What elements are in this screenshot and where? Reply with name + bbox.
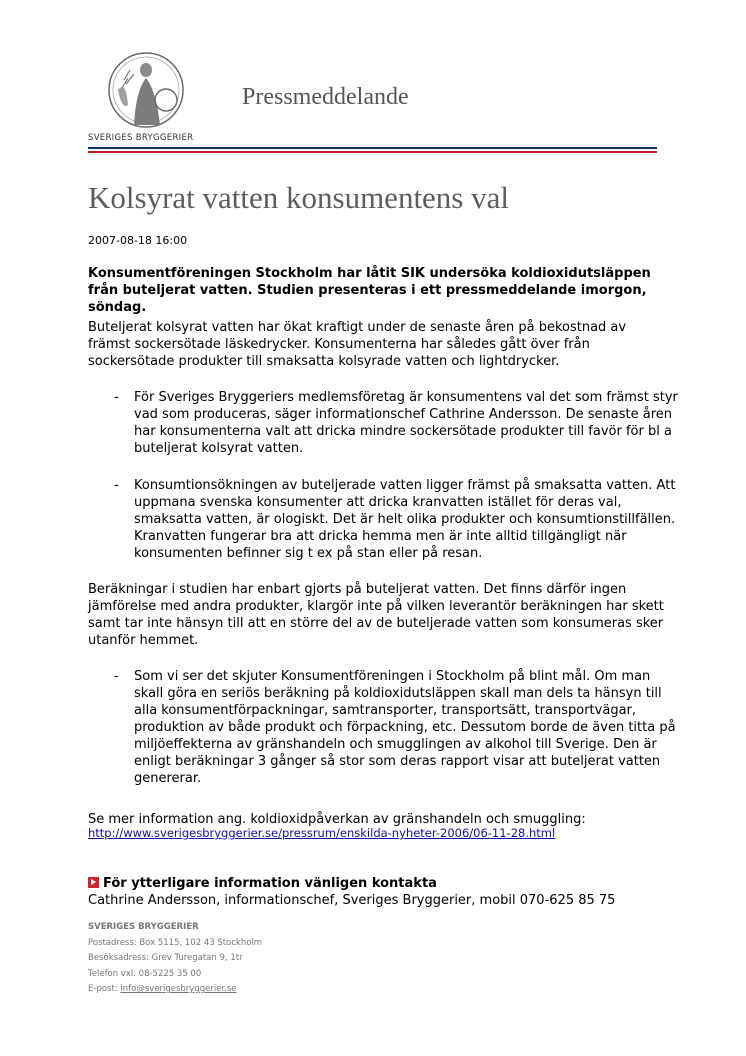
bullet-text-2: Konsumtionsökningen av buteljerade vatten ligger främst på smaksatta vatten. Att uppmana svenska konsumenter att dricka kranvatten istället för deras val, smaksatta vatten, är ologiskt. Det är helt olika produkter och konsumtionstillfällen. Kranvatten fungerar bra att dricka hemma men är inte alltid tillgängligt när konsumenten befinner sig t ex på stan eller på resan. — [134, 478, 676, 561]
article-title: Kolsyrat vatten konsumentens val — [88, 180, 509, 215]
footer-email-label: E-post: — [88, 984, 118, 994]
contact-person: Cathrine Andersson, informationschef, Sveriges Bryggerier, mobil 070-625 85 75 — [88, 893, 616, 908]
lead-paragraph: Konsumentföreningen Stockholm har låtit SIK undersöka koldioxidutsläppen från buteljerat vatten. Studien presenteras i ett pressmeddelande imorgon, söndag. — [88, 266, 651, 315]
article-date: 2007-08-18 16:00 — [88, 234, 188, 247]
header-rule-navy — [88, 147, 657, 149]
footer-org-name: SVERIGES BRYGGERIER — [88, 922, 199, 932]
document-type-label: Pressmeddelande — [242, 84, 409, 110]
footer-address — [88, 920, 262, 998]
bullet-marker: - — [114, 478, 119, 493]
bullet-text-3: Som vi ser det skjuter Konsumentföreningen i Stockholm på blint mål. Om man skall göra en seriös beräkning på koldioxidutsläppen skall man dels ta hänsyn till alla konsumentförpackningar, samtransporter, transportsätt, transportvägar, produktion av både produkt och förpackning, etc. Dessutom borde de även titta på miljöeffekterna av gränshandeln och smugglingen av alkohol till Sverige. Den är enligt beräkningar 3 gånger så stor som deras rapport visar att buteljerat vatten genererar. — [134, 669, 676, 786]
red-arrow-icon — [88, 877, 99, 888]
body-paragraph-3: Se mer information ang. koldioxidpåverkan av gränshandeln och smuggling: — [88, 812, 586, 827]
logo — [88, 50, 208, 146]
body-paragraph-2: Beräkningar i studien har enbart gjorts på buteljerat vatten. Det finns därför ingen jämförelse med andra produkter, klargör inte på vilken leverantör beräkningen har skett samt tar inte hänsyn till att en större del av de buteljerade vatten som konsumeras sker utanför hemmet. — [88, 582, 664, 648]
footer-visit-address: Besöksadress: Grev Turegatan 9, 1tr — [88, 953, 243, 963]
contact-heading — [88, 876, 437, 891]
bullet-marker: - — [114, 390, 119, 405]
more-info-link[interactable]: http://www.sverigesbryggerier.se/pressrum/enskilda-nyheter-2006/06-11-28.html — [88, 826, 556, 840]
logo-org-name: SVERIGES BRYGGERIER — [88, 133, 194, 143]
bullet-marker: - — [114, 669, 119, 684]
footer-email-link[interactable]: info@sverigesbryggerier.se — [120, 984, 237, 994]
footer-phone: Telefon vxl. 08-5225 35 00 — [88, 968, 202, 979]
body-paragraph-1: Buteljerat kolsyrat vatten har ökat kraftigt under de senaste åren på bekostnad av främst sockersötade läskedrycker. Konsumenterna har således gått över från sockersötade produkter till smaksatta kolsyrade vatten och lightdrycker. — [88, 320, 627, 369]
header-rule-red — [88, 151, 657, 153]
emblem-seal-icon — [104, 50, 188, 130]
bullet-text-1: För Sveriges Bryggeriers medlemsföretag är konsumentens val det som främst styr vad som produceras, säger informationschef Cathrine Andersson. De senaste åren har konsumenterna valt att dricka mindre sockersötade produkter till favör för bl a buteljerat kolsyrat vatten. — [134, 390, 678, 456]
footer-postal-address: Postadress: Box 5115, 102 43 Stockholm — [88, 937, 263, 948]
footer-email — [88, 982, 262, 998]
contact-heading-text: För ytterligare information vänligen kontakta — [103, 876, 437, 891]
